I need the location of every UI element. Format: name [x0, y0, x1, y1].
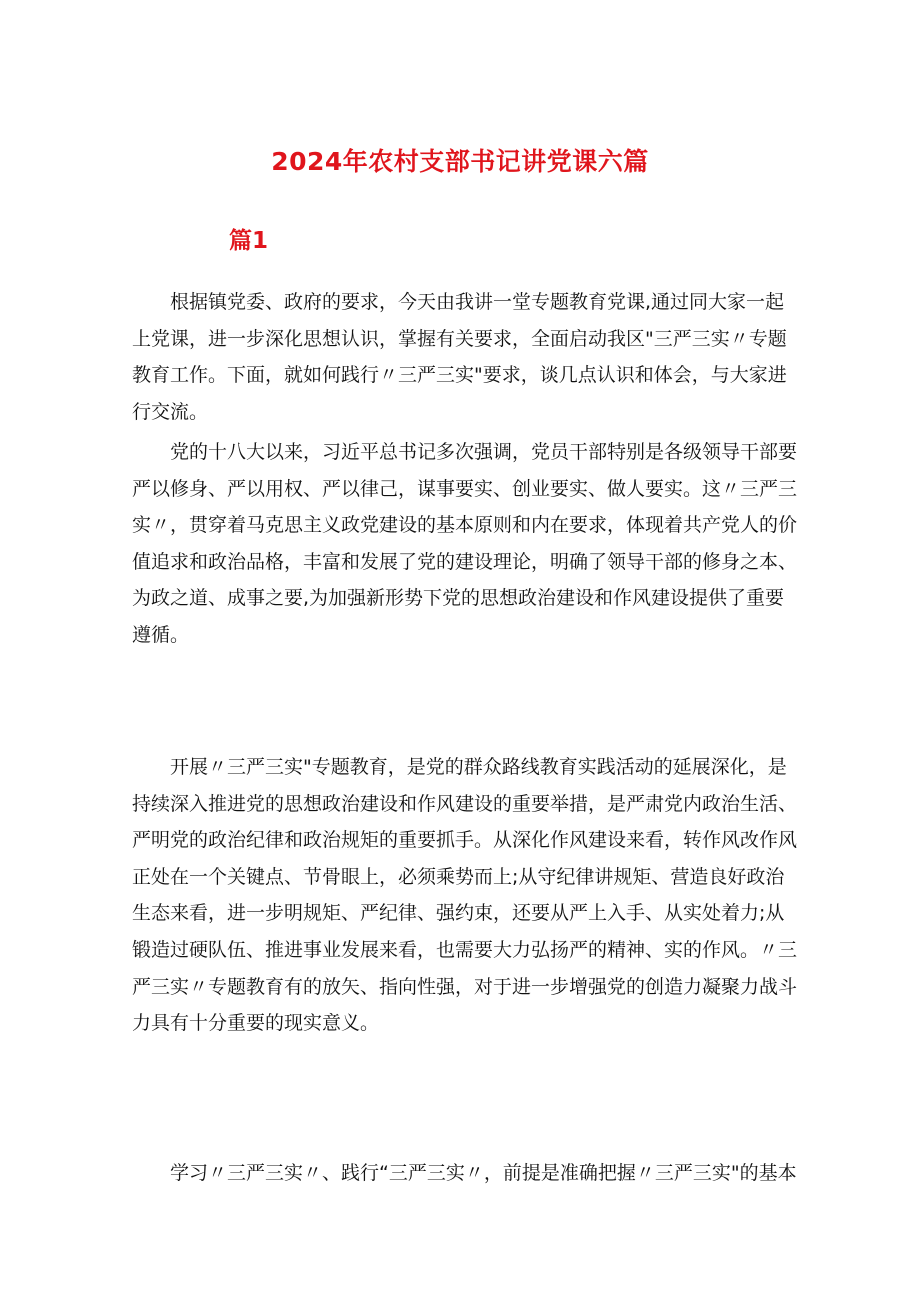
- body-paragraph-4: 学习〃三严三实〃、践行“三严三实〃，前提是准确把握〃三严三实"的基本: [170, 1162, 797, 1184]
- section-heading: 篇1: [229, 228, 269, 254]
- body-paragraph-1: 根据镇党委、政府的要求，今天由我讲一堂专题教育党课,通过同大家一起上党课，进一步深化思想认识，掌握有关要求，全面启动我区"三严三实〃专题教育工作。下面，就如何践行〃三严三实"要求，谈几点认识和体会，与大家进行交流。: [132, 291, 787, 423]
- body-paragraph-2: 党的十八大以来，习近平总书记多次强调，党员干部特别是各级领导干部要严以修身、严以用权、严以律己，谋事要实、创业要实、做人要实。这〃三严三实〃，贯穿着马克思主义政党建设的基本原则和内在要求，体现着共产党人的价值追求和政治品格，丰富和发展了党的建设理论，明确了领导干部的修身之本、为政之道、成事之要,为加强新形势下党的思想政治建设和作风建设提供了重要遵循。: [132, 441, 798, 646]
- document-title: 2024年农村支部书记讲党课六篇: [271, 147, 649, 176]
- body-paragraph-3: 开展〃三严三实"专题教育，是党的群众路线教育实践活动的延展深化，是持续深入推进党的思想政治建设和作风建设的重要举措，是严肃党内政治生活、严明党的政治纪律和政治规矩的重要抓手。从深化作风建设来看，转作风改作风正处在一个关键点、节骨眼上，必须乘势而上;从守纪律讲规矩、营造良好政治生态来看，进一步明规矩、严纪律、强约束，还要从严上入手、从实处着力;从锻造过硬队伍、推进事业发展来看，也需要大力弘扬严的精神、实的作风。〃三严三实〃专题教育有的放矢、指向性强，对于进一步增强党的创造力凝聚力战斗力具有十分重要的现实意义。: [132, 756, 798, 1035]
